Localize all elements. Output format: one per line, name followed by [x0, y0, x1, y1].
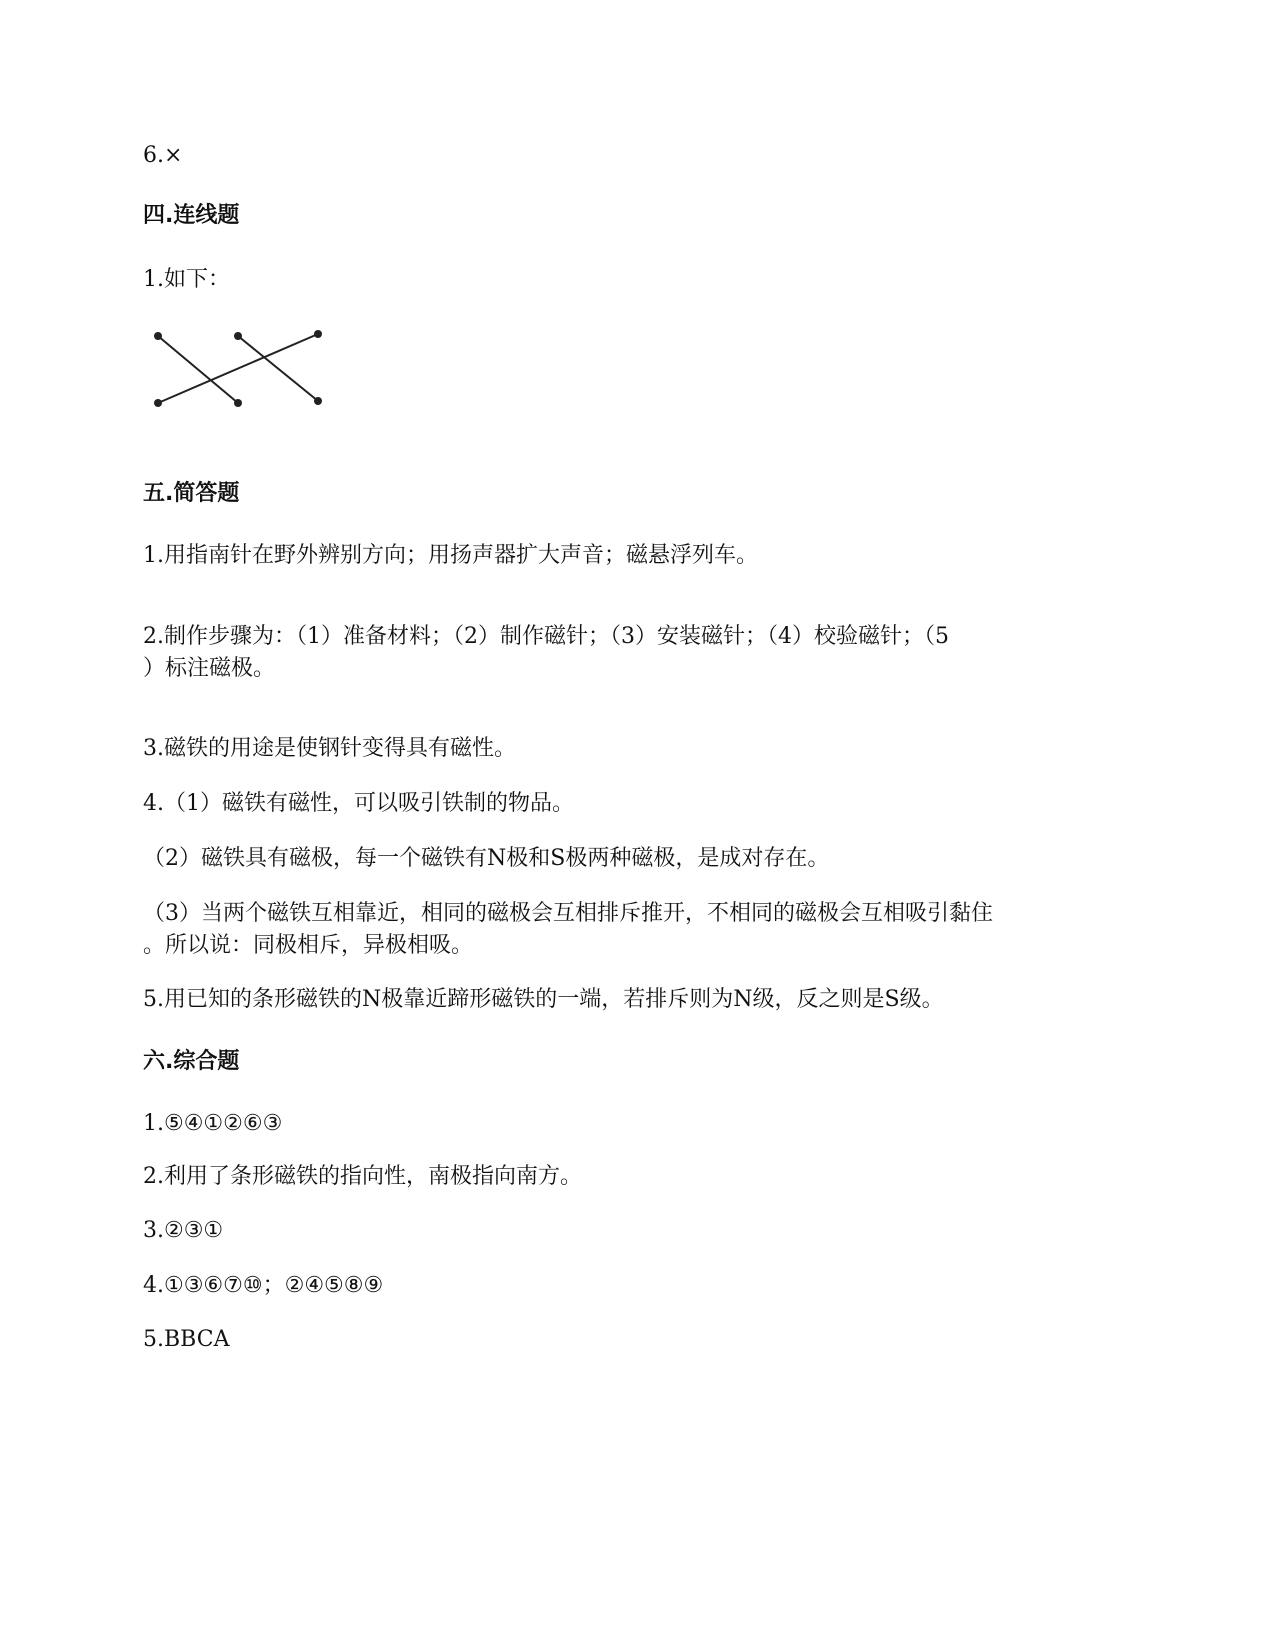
connector-line-3 [158, 334, 318, 403]
comprehensive-answer-4: 4.①③⑥⑦⑩；②④⑤⑧⑨ [143, 1273, 384, 1298]
comprehensive-answer-1: 1.⑤④①②⑥③ [143, 1111, 283, 1136]
endpoint-dot [314, 330, 322, 338]
endpoint-dot [234, 332, 242, 340]
short-answer-4-part-2: （2）磁铁具有磁极，每一个磁铁有N极和S极两种磁极，是成对存在。 [143, 846, 830, 871]
answer-6: 6.× [143, 143, 183, 168]
endpoint-dot [314, 397, 322, 405]
short-answer-4-part-3-line-2: 。所以说：同极相斥，异极相吸。 [143, 933, 474, 958]
short-answer-2-line-2: ）标注磁极。 [143, 656, 276, 681]
comprehensive-answer-2: 2.利用了条形磁铁的指向性，南极指向南方。 [143, 1164, 582, 1189]
short-answer-4-part-1: 4.（1）磁铁有磁性，可以吸引铁制的物品。 [143, 791, 574, 816]
section-heading-short-answer: 五.简答题 [143, 481, 240, 506]
short-answer-1: 1.用指南针在野外辨别方向；用扬声器扩大声音；磁悬浮列车。 [143, 543, 758, 568]
section-heading-matching: 四.连线题 [143, 203, 240, 228]
endpoint-dot [234, 399, 242, 407]
comprehensive-answer-5: 5.BBCA [143, 1327, 230, 1352]
short-answer-2-line-1: 2.制作步骤为：（1）准备材料；（2）制作磁针；（3）安装磁针；（4）校验磁针；（5 [143, 624, 949, 649]
connector-line-2 [238, 336, 318, 401]
matching-answer-1: 1.如下： [143, 267, 230, 292]
comprehensive-answer-3: 3.②③① [143, 1218, 224, 1243]
short-answer-5: 5.用已知的条形磁铁的N极靠近蹄形磁铁的一端，若排斥则为N级，反之则是S级。 [143, 987, 944, 1012]
short-answer-4-part-3-line-1: （3）当两个磁铁互相靠近，相同的磁极会互相排斥推开，不相同的磁极会互相吸引黏住 [143, 901, 993, 926]
connector-line-1 [158, 336, 238, 403]
crossed-lines-diagram [143, 320, 343, 420]
endpoint-dot [154, 399, 162, 407]
short-answer-3: 3.磁铁的用途是使钢针变得具有磁性。 [143, 736, 516, 761]
section-heading-comprehensive: 六.综合题 [143, 1049, 240, 1074]
matching-lines-figure [143, 320, 343, 424]
endpoint-dot [154, 332, 162, 340]
